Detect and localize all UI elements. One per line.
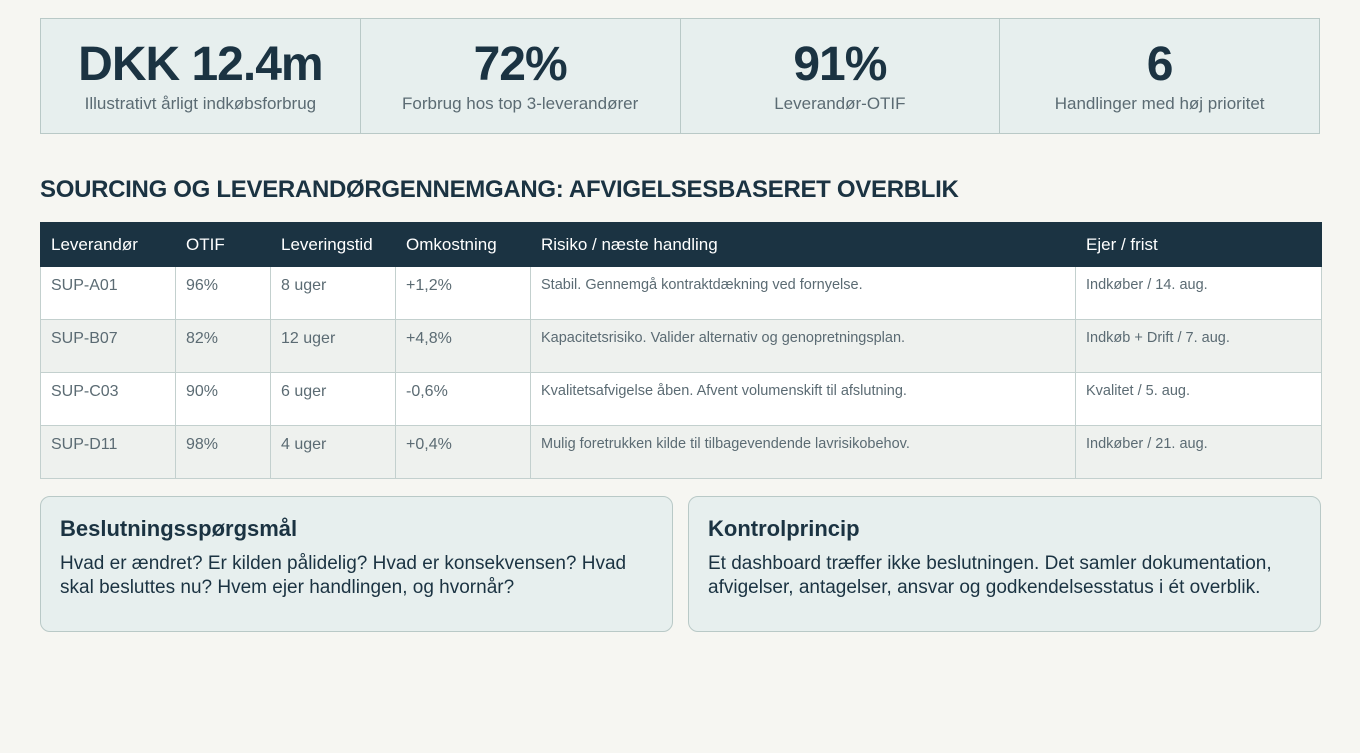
control-principle-card	[688, 496, 1321, 632]
cell-lead-time: 8 uger	[271, 267, 396, 320]
kpi-value: DKK 12.4m	[78, 38, 323, 91]
kpi-high-priority-actions	[999, 18, 1320, 134]
card-text: Hvad er ændret? Er kilden pålidelig? Hvad er konsekvensen? Hvad skal besluttes nu? Hvem ejer handlingen, og hvornår?	[60, 553, 627, 598]
kpi-value: 6	[1146, 38, 1173, 91]
cell-cost: +1,2%	[396, 267, 531, 320]
cell-supplier: SUP-B07	[41, 320, 176, 373]
kpi-label: Handlinger med høj prioritet	[1054, 94, 1265, 113]
cell-owner-deadline: Kvalitet / 5. aug.	[1076, 373, 1322, 426]
kpi-top3-share	[360, 18, 681, 134]
section-title: SOURCING OG LEVERANDØRGENNEMGANG: AFVIGELSESBASERET OVERBLIK	[40, 176, 959, 203]
column-header-owner-deadline: Ejer / frist	[1076, 223, 1322, 267]
kpi-value: 72%	[473, 38, 567, 91]
cell-owner-deadline: Indkøber / 14. aug.	[1076, 267, 1322, 320]
column-header-risk-action: Risiko / næste handling	[531, 223, 1076, 267]
cell-supplier: SUP-A01	[41, 267, 176, 320]
cell-owner-deadline: Indkøb + Drift / 7. aug.	[1076, 320, 1322, 373]
cell-otif: 98%	[176, 426, 271, 479]
cell-risk-action: Mulig foretrukken kilde til tilbagevendende lavrisikobehov.	[531, 426, 1076, 479]
kpi-annual-spend	[40, 18, 361, 134]
cell-risk-action: Kapacitetsrisiko. Valider alternativ og genopretningsplan.	[531, 320, 1076, 373]
table-row	[41, 373, 1322, 426]
cell-otif: 82%	[176, 320, 271, 373]
cell-lead-time: 4 uger	[271, 426, 396, 479]
supplier-table	[40, 222, 1322, 479]
kpi-label: Leverandør-OTIF	[774, 94, 906, 113]
cell-otif: 90%	[176, 373, 271, 426]
decision-questions-card	[40, 496, 673, 632]
column-header-supplier: Leverandør	[41, 223, 176, 267]
table-header-row	[41, 223, 1322, 267]
cell-lead-time: 6 uger	[271, 373, 396, 426]
info-cards	[40, 496, 1321, 632]
cell-risk-action: Kvalitetsafvigelse åben. Afvent volumenskift til afslutning.	[531, 373, 1076, 426]
cell-cost: -0,6%	[396, 373, 531, 426]
card-title: Kontrolprincip	[708, 516, 860, 541]
kpi-supplier-otif	[680, 18, 1001, 134]
kpi-value: 91%	[793, 38, 887, 91]
column-header-otif: OTIF	[176, 223, 271, 267]
cell-owner-deadline: Indkøber / 21. aug.	[1076, 426, 1322, 479]
kpi-label: Illustrativt årligt indkøbsforbrug	[84, 94, 317, 113]
column-header-cost: Omkostning	[396, 223, 531, 267]
cell-supplier: SUP-C03	[41, 373, 176, 426]
table-row	[41, 267, 1322, 320]
card-title: Beslutningsspørgsmål	[60, 516, 298, 541]
cell-otif: 96%	[176, 267, 271, 320]
card-text: Et dashboard træffer ikke beslutningen. Det samler dokumentation, afvigelser, antagelser, ansvar og godkendelsesstatus i ét overblik.	[708, 553, 1272, 598]
cell-cost: +4,8%	[396, 320, 531, 373]
column-header-lead-time: Leveringstid	[271, 223, 396, 267]
cell-supplier: SUP-D11	[41, 426, 176, 479]
cell-lead-time: 12 uger	[271, 320, 396, 373]
kpi-strip	[40, 18, 1320, 134]
cell-cost: +0,4%	[396, 426, 531, 479]
kpi-label: Forbrug hos top 3-leverandører	[402, 94, 639, 113]
table-row	[41, 426, 1322, 479]
cell-risk-action: Stabil. Gennemgå kontraktdækning ved fornyelse.	[531, 267, 1076, 320]
table-row	[41, 320, 1322, 373]
